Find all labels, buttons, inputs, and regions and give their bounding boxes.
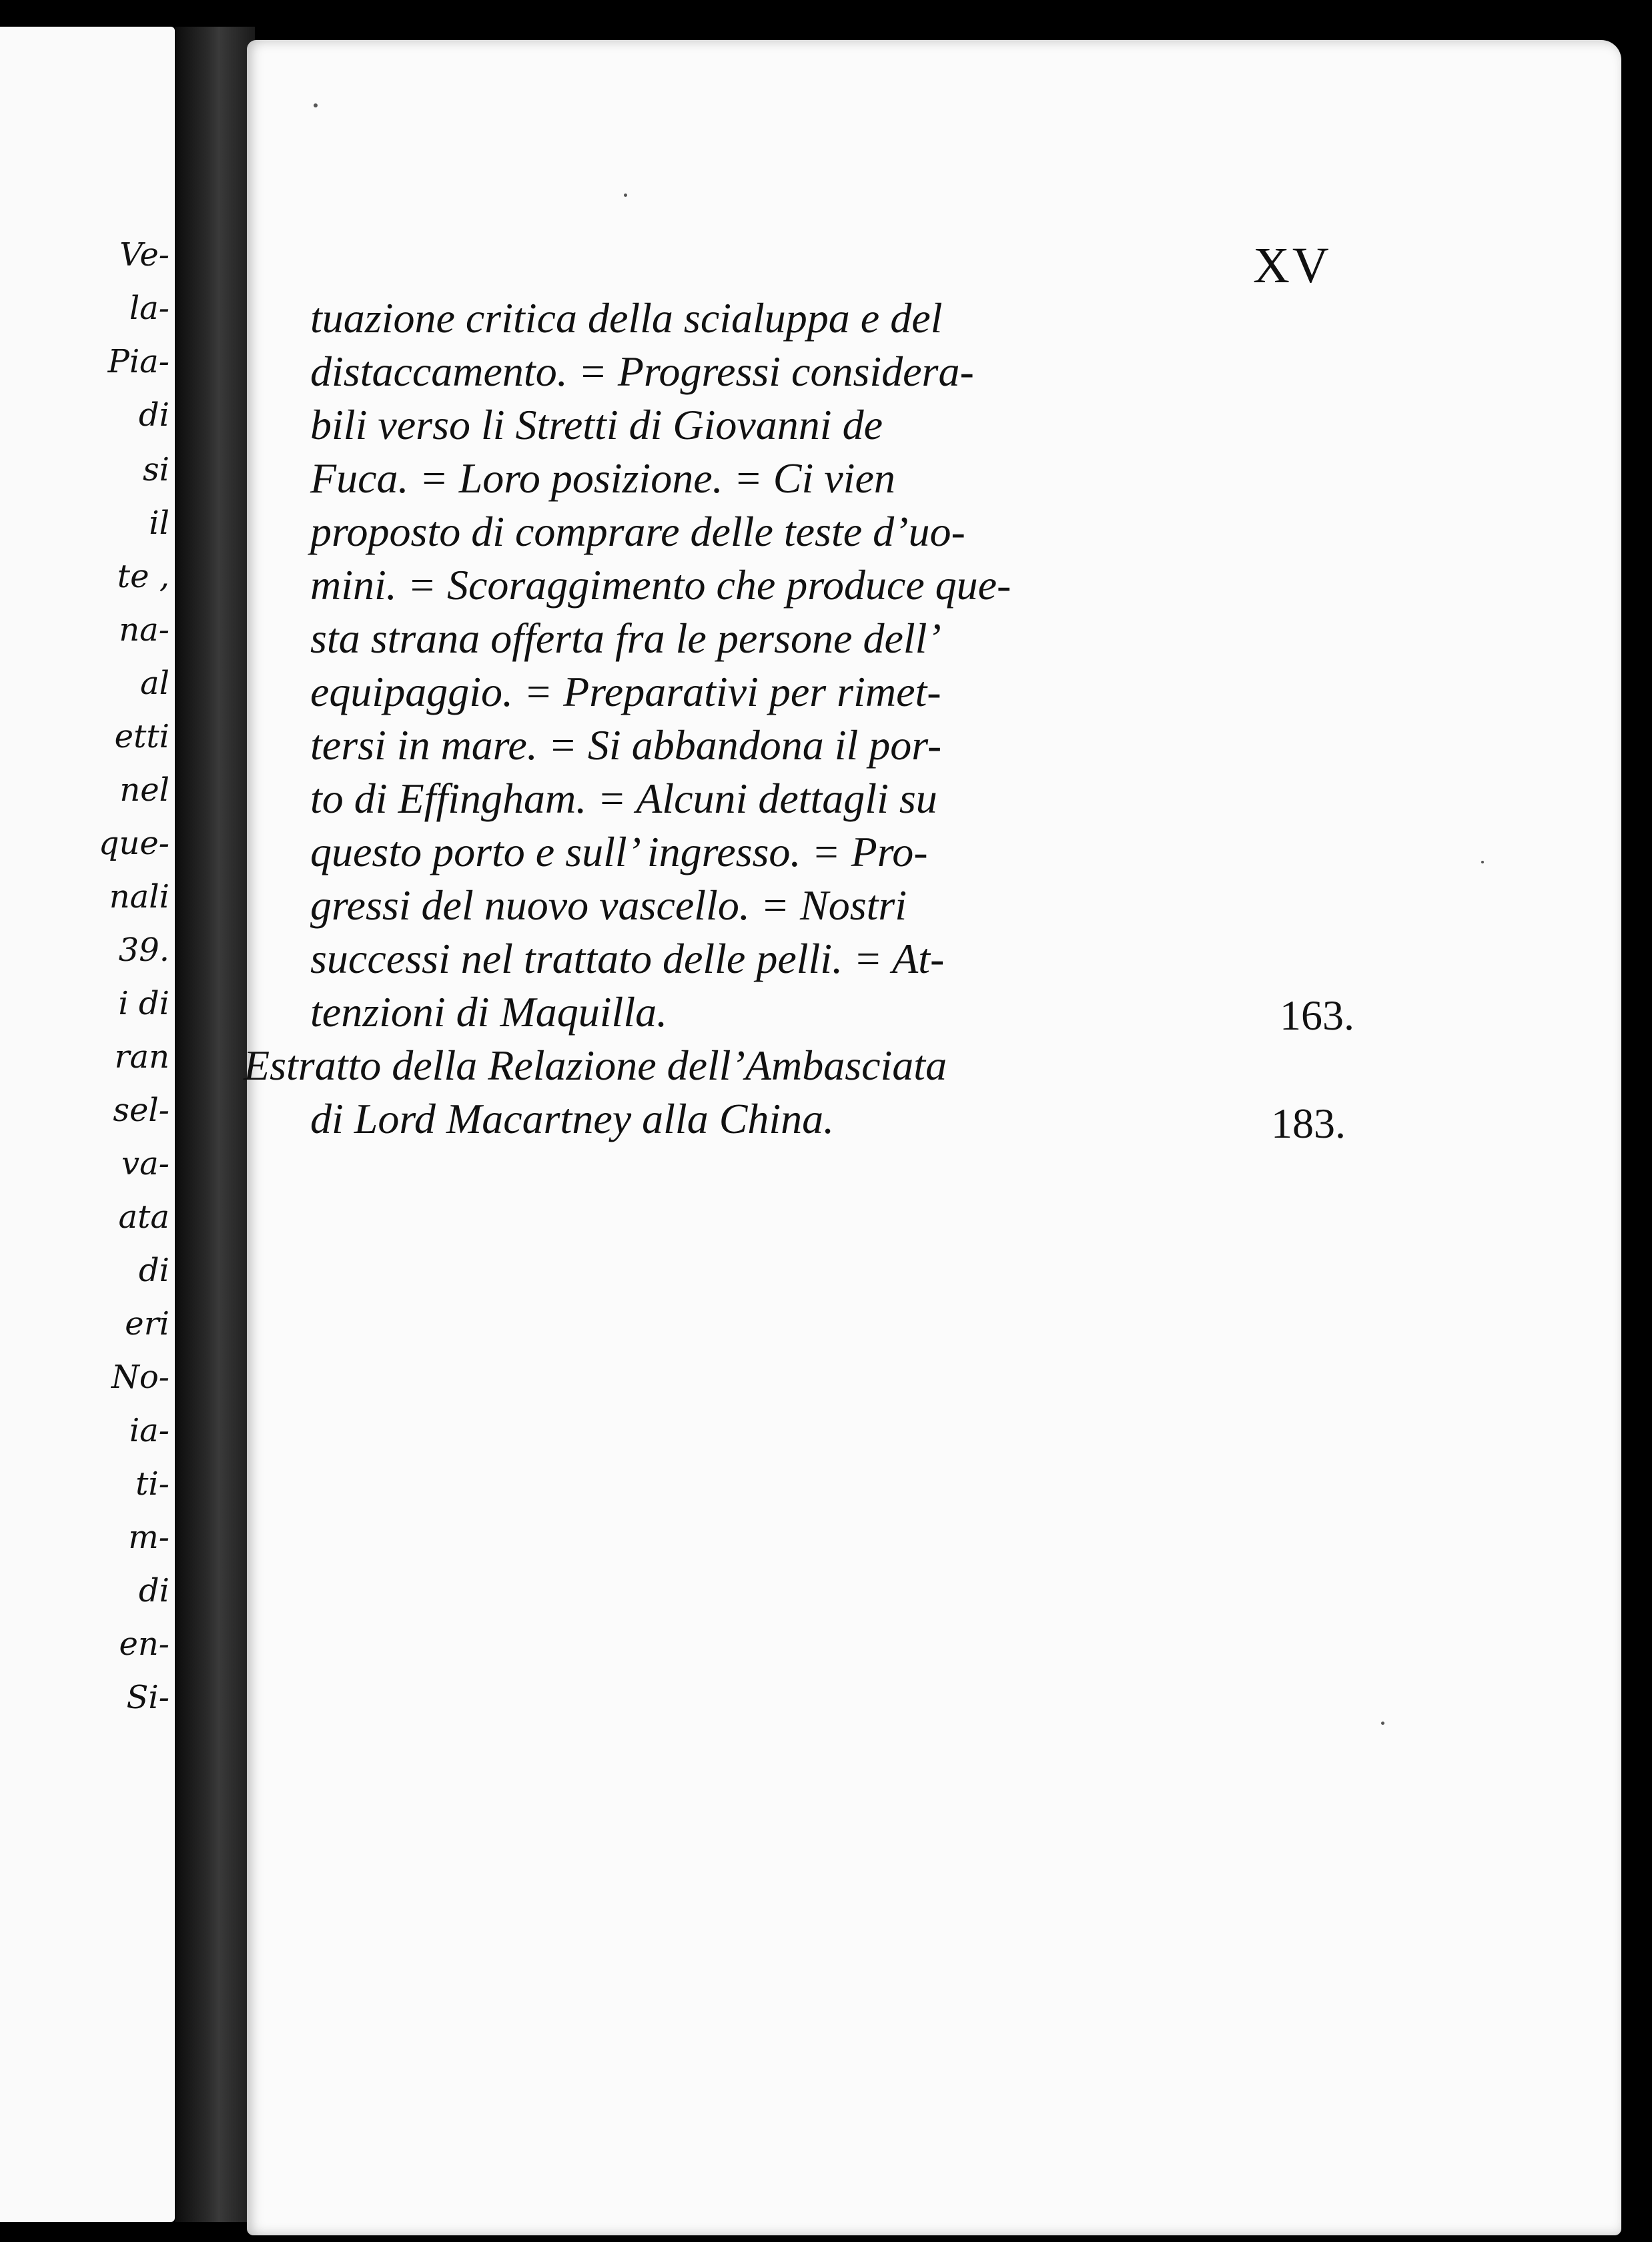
- toc-text-line: to di Effingham. = Alcuni dettagli su: [310, 775, 937, 822]
- left-text-fragment: di: [138, 1252, 169, 1289]
- toc-text-line: questo porto e sull’ ingresso. = Pro-: [310, 828, 928, 875]
- right-page: [244, 40, 1621, 2235]
- left-text-fragment: m-: [128, 1519, 169, 1556]
- toc-text-line: tenzioni di Maquilla.: [310, 988, 668, 1036]
- left-text-fragment: ia-: [129, 1412, 169, 1449]
- left-text-fragment: va-: [121, 1145, 169, 1182]
- left-text-fragment: na-: [119, 611, 169, 649]
- toc-text-line: Fuca. = Loro posizione. = Ci vien: [310, 454, 895, 502]
- left-text-fragment: nel: [119, 771, 169, 809]
- toc-text-line: equipaggio. = Preparativi per rimet-: [310, 668, 941, 715]
- left-text-fragment: te ,: [117, 558, 169, 595]
- paper-speck: [1381, 1722, 1384, 1725]
- book-gutter: [175, 27, 255, 2222]
- left-text-fragment: No-: [111, 1359, 169, 1396]
- toc-text-line: gressi del nuovo vascello. = Nostri: [310, 881, 907, 929]
- toc-text-line: distaccamento. = Progressi considera-: [310, 348, 974, 395]
- paper-speck: [624, 194, 627, 197]
- paper-speck: [314, 103, 318, 107]
- left-text-fragment: il: [149, 504, 169, 542]
- toc-text-line: sta strana offerta fra le persone dell’: [310, 615, 941, 662]
- left-text-fragment: di: [138, 1572, 169, 1609]
- toc-entry-title: Estratto della Relazione dell’Ambasciata: [244, 1042, 947, 1089]
- left-text-fragment: nali: [109, 878, 169, 915]
- toc-text-line: tuazione critica della scialuppa e del: [310, 294, 943, 342]
- left-text-fragment: al: [140, 665, 169, 702]
- left-text-fragment: si: [143, 451, 169, 488]
- left-text-fragment: etti: [114, 718, 169, 755]
- left-text-fragment: ata: [118, 1198, 169, 1236]
- left-text-fragment: Si-: [126, 1679, 169, 1716]
- left-text-fragment: ti-: [135, 1465, 169, 1503]
- left-text-fragment: 39.: [118, 931, 169, 969]
- left-text-fragment: sel-: [113, 1092, 169, 1129]
- left-text-fragment: que-: [98, 825, 169, 862]
- left-page-fragment: [0, 27, 175, 2222]
- toc-entry-title: di Lord Macartney alla China.: [310, 1095, 835, 1142]
- left-text-fragment: i di: [118, 985, 169, 1022]
- left-text-fragment: Pia-: [107, 343, 169, 380]
- left-text-fragment: en-: [119, 1625, 169, 1663]
- left-text-fragment: eri: [125, 1305, 169, 1343]
- paper-speck: [1481, 861, 1484, 863]
- toc-text-line: bili verso li Stretti di Giovanni de: [310, 401, 883, 448]
- toc-page-reference: 183.: [1271, 1100, 1346, 1147]
- left-text-fragment: di: [138, 396, 169, 434]
- left-text-fragment: ran: [114, 1038, 169, 1076]
- page-number: XV: [1253, 238, 1332, 294]
- left-text-fragment: Ve-: [119, 236, 169, 274]
- toc-text-line: successi nel trattato delle pelli. = At-: [310, 935, 945, 982]
- toc-text-line: proposto di comprare delle teste d’uo-: [310, 508, 965, 555]
- left-text-fragment: la-: [129, 290, 169, 327]
- toc-text-line: tersi in mare. = Si abbandona il por-: [310, 721, 942, 769]
- toc-page-reference: 163.: [1280, 992, 1354, 1039]
- toc-text-line: mini. = Scoraggimento che produce que-: [310, 561, 1011, 609]
